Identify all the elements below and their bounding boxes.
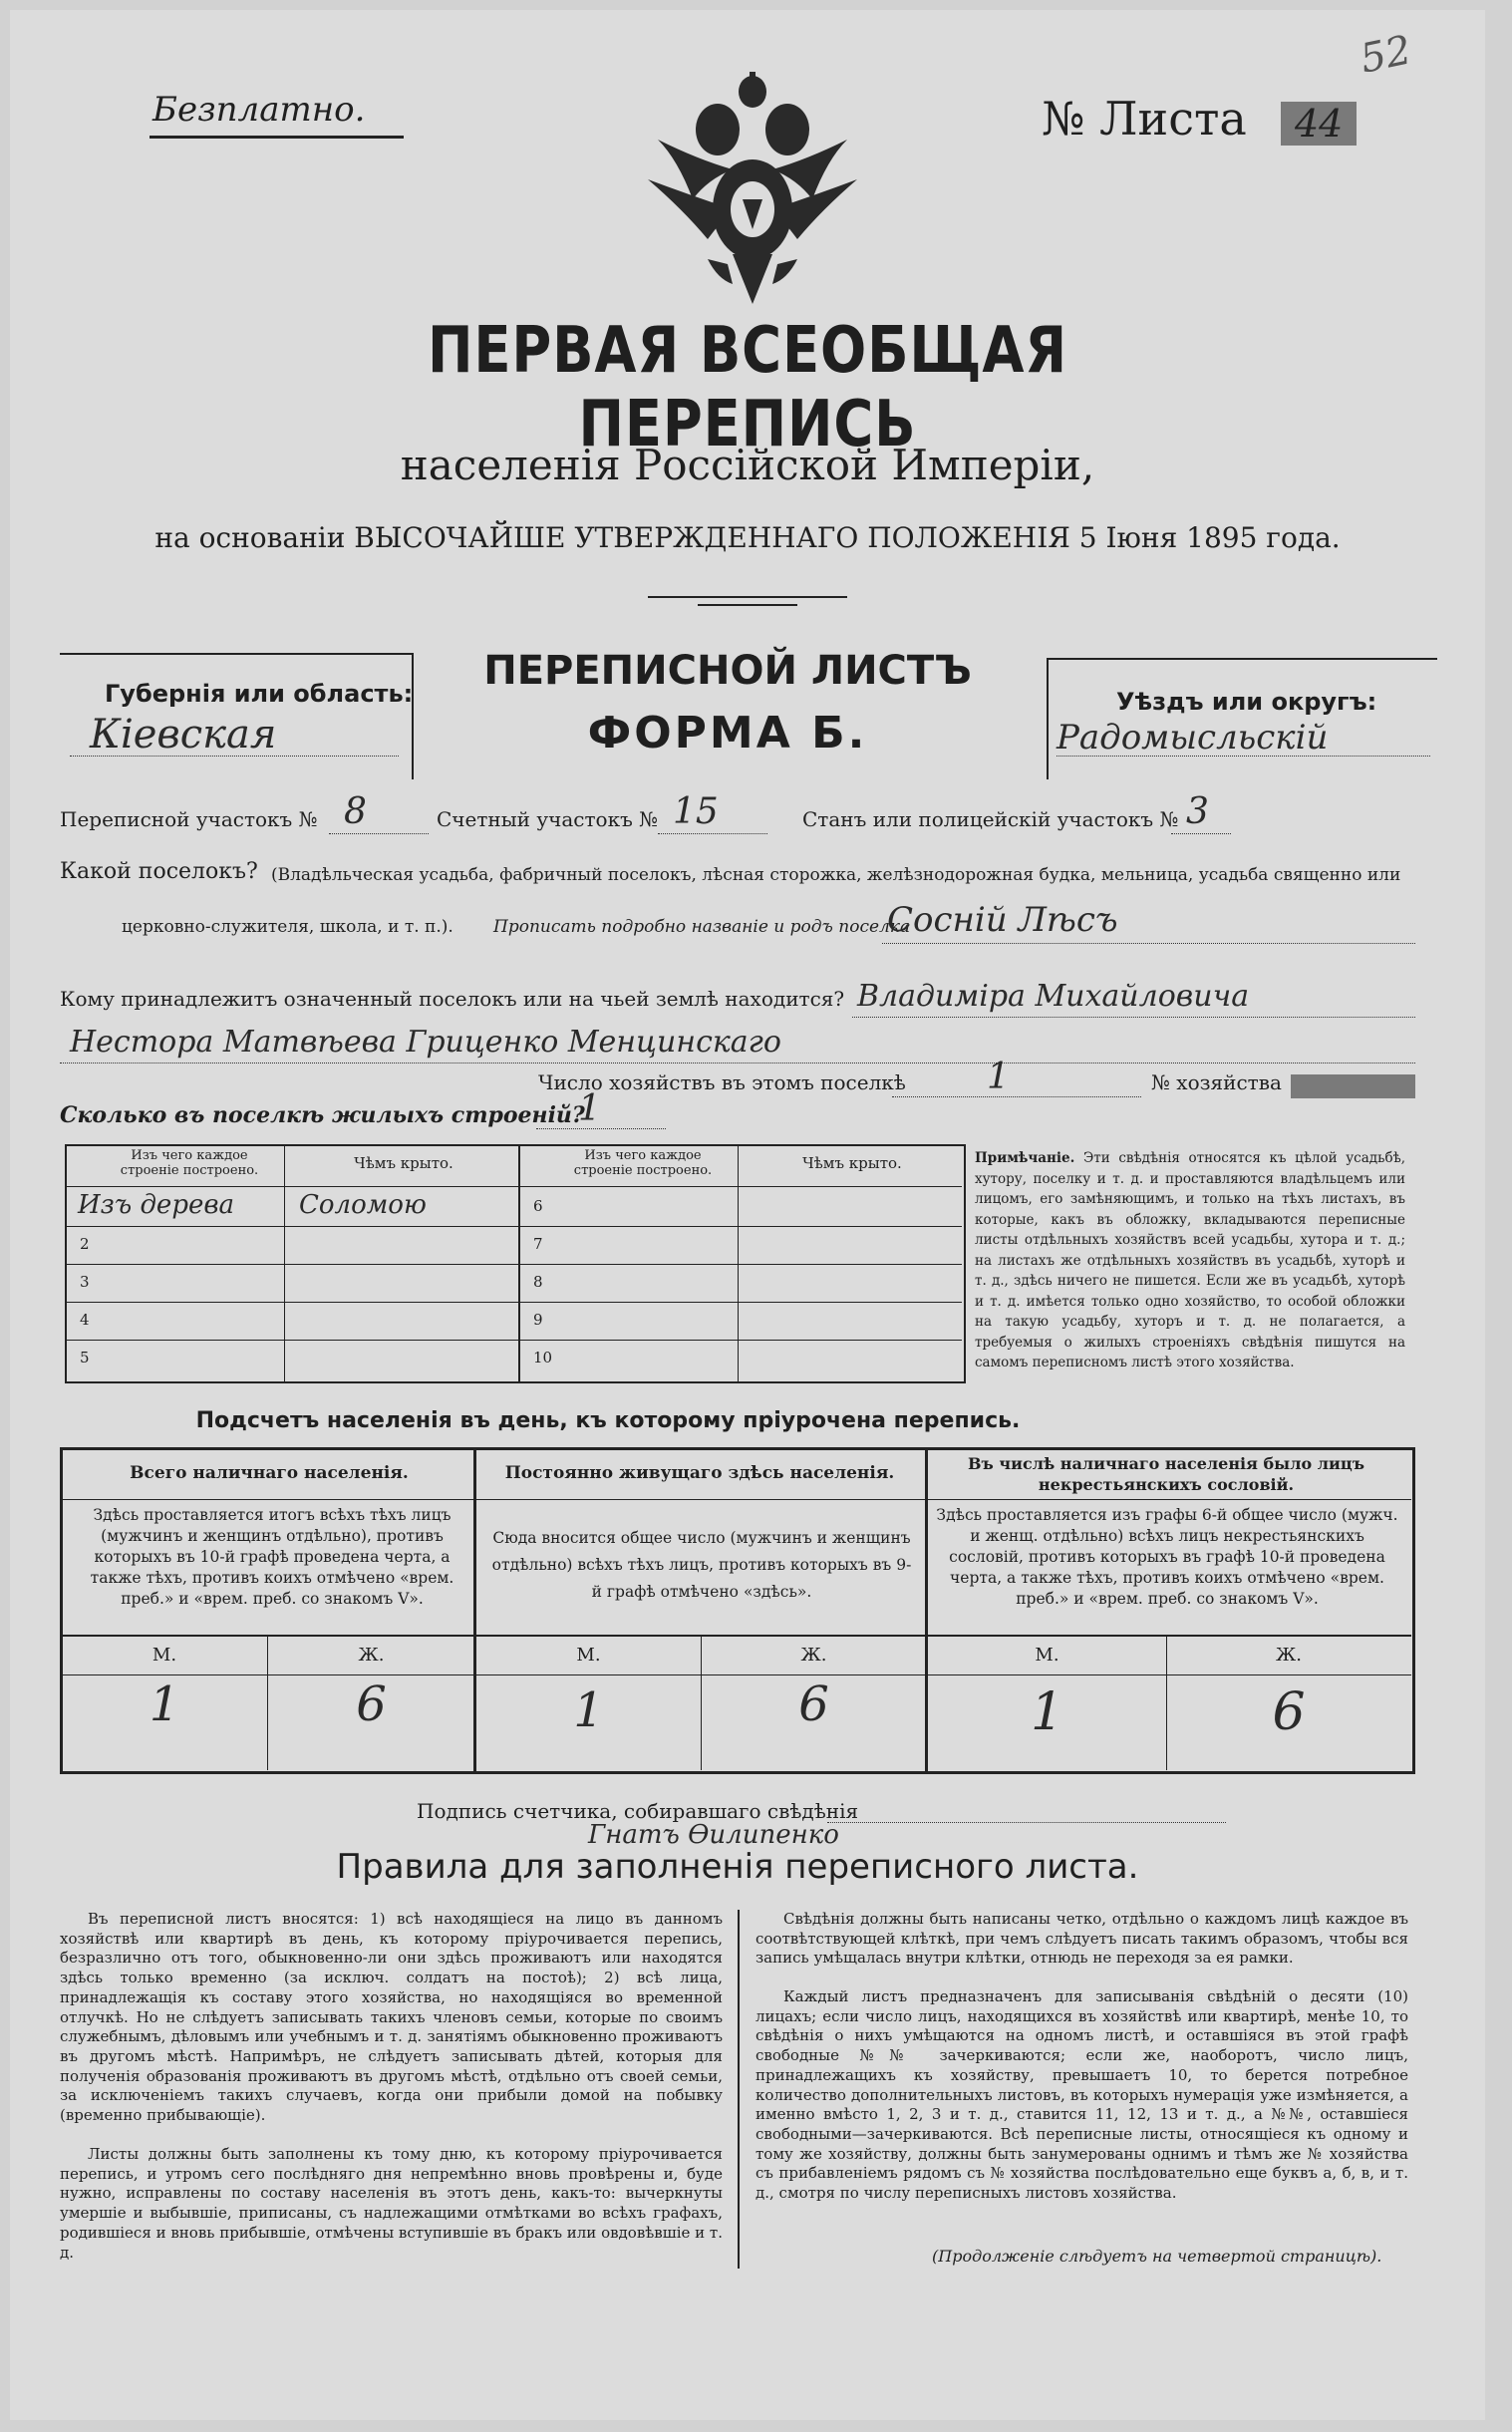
stan-label: Станъ или полицейскій участокъ №	[802, 807, 1179, 831]
row-sep	[520, 1340, 962, 1341]
buildings-col1-header: Изъ чего каждое строеніе построено.	[120, 1148, 259, 1178]
buildings-label: Сколько въ поселкѣ жилыхъ строеній?	[60, 1102, 585, 1128]
rules-title: Правила для заполненія переписного листа.	[336, 1847, 1139, 1887]
buildings-note-title: Примѣчаніе.	[975, 1150, 1075, 1166]
households-value: 1	[987, 1057, 1010, 1097]
row-sep	[67, 1226, 518, 1227]
pop-m-label: М.	[151, 1645, 177, 1666]
owner-rule-2	[60, 1063, 1415, 1064]
building-row-number: 9	[533, 1311, 543, 1329]
census-district-rule	[329, 833, 429, 834]
pop-resident-f: 6	[798, 1676, 829, 1732]
buildings-col1-header-right: Изъ чего каждое строеніе построено.	[573, 1148, 713, 1178]
owner-question: Кому принадлежитъ означенный поселокъ или на чьей землѣ находится?	[60, 987, 845, 1011]
pop-text-sep	[62, 1635, 1411, 1637]
pop-f-label: Ж.	[1276, 1645, 1302, 1666]
title-divider	[648, 596, 847, 598]
buildings-value: 1	[578, 1088, 601, 1129]
buildings-table-col-left	[284, 1144, 285, 1381]
settlement-instruction: Прописать подробно названіе и родъ поселка	[493, 917, 911, 937]
count-district-rule	[658, 833, 767, 834]
census-district-label: Переписной участокъ №	[60, 807, 318, 831]
households-rule	[892, 1096, 1141, 1097]
row-sep	[520, 1302, 962, 1303]
owner-value-2: Нестора Матвѣева Гриценко Менцинскаго	[70, 1025, 781, 1060]
buildings-col2-header-right: Чѣмъ крыто.	[802, 1154, 902, 1172]
census-subtitle: населенія Россійской Имперіи,	[400, 441, 1095, 489]
rules-left-p2: Листы должны быть заполнены къ тому дню, къ которому пріурочивается перепись, и утромъ сего послѣдняго дня непремѣнно вновь провѣрены и, буде нужно, исправлены по составу населенія въ этотъ день, какъ-то: вычеркнуты умершіе и выбывшіе, приписаны, съ надлежащими отмѣтками во всѣхъ графахъ, родившіеся и вновь прибывшіе, отмѣчены вступившіе въ бракъ или овдовѣвшіе и т. д.	[60, 2145, 723, 2262]
pop-nonpeasant-f: 6	[1272, 1682, 1306, 1742]
province-label: Губернія или область:	[105, 680, 414, 708]
building-row-number: 2	[80, 1235, 90, 1253]
rules-continued: (Продолженіе слѣдуетъ на четвертой страницѣ).	[932, 2247, 1382, 2266]
row-sep	[67, 1340, 518, 1341]
census-title: ПЕРВАЯ ВСЕОБЩАЯ ПЕРЕПИСЬ	[427, 314, 1068, 461]
pop-total-f: 6	[356, 1676, 387, 1732]
pop-mf-col	[1166, 1637, 1167, 1770]
settlement-question: Какой поселокъ?	[60, 859, 258, 884]
pop-total-m: 1	[149, 1676, 180, 1732]
pop-col3-title: Въ числѣ наличнаго населенія было лицъ некрестьянскихъ сословій.	[968, 1454, 1364, 1494]
census-district-value: 8	[344, 791, 367, 832]
province-value: Кіевская	[90, 712, 277, 758]
buildings-note	[975, 1148, 1405, 1373]
imperial-eagle-emblem	[638, 70, 867, 309]
household-no-label: № хозяйства	[1151, 1070, 1282, 1094]
census-form-page	[10, 10, 1485, 2420]
settlement-value: Сосній Лѣсъ	[887, 900, 1118, 940]
row-sep	[520, 1264, 962, 1265]
household-no-redacted	[1291, 1074, 1415, 1098]
form-name: ФОРМА Б.	[587, 708, 868, 759]
province-rule	[70, 756, 399, 757]
pop-f-label: Ж.	[800, 1645, 827, 1666]
count-district-value: 15	[673, 791, 719, 832]
sheet-number-label: № Листа	[1042, 92, 1247, 146]
census-basis: на основаніи ВЫСОЧАЙШЕ УТВЕРЖДЕННАГО ПОЛОЖЕНІЯ 5 Іюня 1895 года.	[154, 521, 1341, 554]
building-row-number: 5	[80, 1349, 90, 1367]
rules-right-p2: Каждый листъ предназначенъ для записыванія свѣдѣній о десяти (10) лицахъ; если число лицъ, находящихся въ хозяйствѣ или квартирѣ, менѣе 10, то свѣдѣнія о нихъ умѣщаются на одномъ листѣ, и оставшіяся въ этой графѣ свободные №№ зачеркиваются; если же, наоборотъ, число лицъ, принадлежащихъ къ хозяйству, превышаетъ 10, то берется потребное количество дополнительныхъ листовъ, въ которыхъ нумерація уже измѣняется, а именно вмѣсто 1, 2, 3 и т. д., ставится 11, 12, 13 и т. д., а №№, оставшіеся свободными—зачеркиваются. Всѣ переписные листы, относящіеся къ одному и тому же хозяйству, должны быть занумерованы однимъ и тѣмъ же № хозяйства съ прибавленіемъ рядомъ съ № хозяйства послѣдовательно еще буквъ а, б, в, и т. д., смотря по числу переписныхъ листовъ хозяйства.	[756, 1987, 1408, 2203]
settlement-hint-2: церковно-служителя, школа, и т. п.).	[122, 917, 454, 937]
pop-col1-title: Всего наличнаго населенія.	[130, 1463, 409, 1483]
rules-divider	[738, 1910, 740, 2269]
pop-m-label: М.	[576, 1645, 601, 1666]
rules-right-p1: Свѣдѣнія должны быть написаны четко, отдѣльно о каждомъ лицѣ каждое въ соотвѣтствующей клѣткѣ, при чемъ слѣдуетъ писать такимъ образомъ, чтобы вся запись умѣщалась внутри клѣтки, отнюдь не переходя за ея рамки.	[756, 1910, 1408, 1968]
households-label: Число хозяйствъ въ этомъ поселкѣ	[538, 1070, 906, 1094]
row-sep	[67, 1302, 518, 1303]
buildings-note-text: Эти свѣдѣнія относятся къ цѣлой усадьбѣ, хутору, поселку и т. д. и проставляются владѣльцемъ или лицомъ, его замѣняющимъ, и только на тѣхъ листахъ, въ которые, какъ въ обложку, вкладываются переписные листы отдѣльныхъ хозяйствъ всей усадьбы, хутора и т. д.; на листахъ же отдѣльныхъ хозяйствъ въ усадьбѣ, хуторѣ и т. д., здѣсь ничего не пишется. Если же въ усадьбѣ, хуторѣ и т. д. имѣется только одно хозяйство, то особой обложки на такую усадьбу, хуторъ и т. д. не полагается, а требуемыя о жилыхъ строеніяхъ свѣдѣнія пишутся на самомъ переписномъ листѣ этого хозяйства.	[975, 1150, 1406, 1370]
signature-rule	[827, 1822, 1226, 1823]
form-title: ПЕРЕПИСНОЙ ЛИСТЪ	[483, 648, 972, 694]
free-underline	[150, 136, 404, 139]
buildings-col2-header: Чѣмъ крыто.	[354, 1154, 454, 1172]
row-sep	[67, 1264, 518, 1265]
pop-title-sep	[62, 1499, 1411, 1500]
pop-resident-m: 1	[573, 1682, 604, 1738]
count-district-label: Счетный участокъ №	[437, 807, 659, 831]
pop-col1-text: Здѣсь проставляется итогъ всѣхъ тѣхъ лицъ (мужчинъ и женщинъ отдѣльно), противъ которыхъ въ 10-й графѣ проведена черта, а также тѣхъ, противъ коихъ отмѣчено «врем. преб.» и «врем. преб. со знакомъ V».	[90, 1506, 454, 1608]
pop-nonpeasant-m: 1	[1030, 1682, 1064, 1742]
buildings-rule	[536, 1128, 666, 1129]
pop-col2-title: Постоянно живущаго здѣсь населенія.	[504, 1463, 895, 1483]
district-value: Радомысльскій	[1057, 718, 1329, 758]
row-sep	[520, 1226, 962, 1227]
stan-rule	[1171, 833, 1231, 834]
owner-value-1: Владиміра Михайловича	[857, 979, 1250, 1014]
pop-col2-text: Сюда вносится общее число (мужчинъ и женщинъ отдѣльно) всѣхъ тѣхъ лицъ, противъ которыхъ въ 9-й графѣ отмѣчено «здѣсь».	[491, 1529, 912, 1601]
row-sep	[520, 1186, 962, 1187]
row-sep	[67, 1186, 518, 1187]
stan-value: 3	[1186, 791, 1209, 832]
signature-label: Подпись счетчика, собиравшаго свѣдѣнія	[417, 1799, 859, 1823]
pop-col3-text: Здѣсь проставляется изъ графы 6-й общее число (мужч. и женщ. отдѣльно) всѣхъ лицъ некрестьянскихъ сословій, противъ которыхъ въ графѣ 10-й проведена черта, а также тѣхъ, противъ коихъ отмѣчено «врем. преб.» и «врем. преб. со знакомъ V».	[936, 1506, 1398, 1608]
building-1-roof: Соломою	[299, 1190, 427, 1220]
building-row-number: 7	[533, 1235, 543, 1253]
title-divider-2	[698, 604, 797, 606]
building-row-number: 4	[80, 1311, 90, 1329]
free-label: Безплатно.	[152, 90, 366, 130]
building-1-material: Изъ дерева	[78, 1190, 234, 1220]
pop-mf-sep	[62, 1674, 1411, 1675]
building-row-number: 3	[80, 1273, 90, 1291]
building-row-number: 10	[533, 1349, 553, 1367]
pop-mf-col	[701, 1637, 702, 1770]
signature-value: Гнатъ Ѳилипенко	[588, 1820, 839, 1850]
district-rule	[1057, 756, 1430, 757]
population-heading: Подсчетъ населенія въ день, къ которому пріурочена перепись.	[195, 1408, 1021, 1433]
building-row-number: 8	[533, 1273, 543, 1291]
sheet-number-value: 44	[1281, 102, 1357, 146]
district-label: Уѣздъ или округъ:	[1116, 688, 1377, 716]
settlement-rule	[882, 943, 1415, 944]
buildings-table-mid	[518, 1144, 520, 1381]
pop-f-label: Ж.	[358, 1645, 385, 1666]
owner-rule-1	[852, 1017, 1415, 1018]
rules-left-p1: Въ переписной листъ вносятся: 1) всѣ находящіеся на лицо въ данномъ хозяйствѣ или квартирѣ въ день, къ которому пріурочивается перепись, безразлично отъ того, обыкновенно-ли они здѣсь проживаютъ или находятся здѣсь только временно (за исключ. солдатъ на постоѣ); 2) всѣ лица, принадлежащія къ составу этого хозяйства, но находящіяся во временной отлучкѣ. Но не слѣдуетъ записывать такихъ членовъ семьи, которые по своимъ служебнымъ, дѣловымъ или учебнымъ и т. д. занятіямъ обыкновенно проживаютъ въ другомъ мѣстѣ. Напримѣръ, не слѣдуетъ записывать дѣтей, которыя для полученія образованія проживаютъ въ другомъ мѣстѣ, отдѣльно отъ своей семьи, за исключеніемъ такихъ случаевъ, когда они прибыли домой на побывку (временно прибывающіе).	[60, 1910, 723, 2125]
corner-number: 52	[1356, 27, 1416, 83]
building-row-number: 6	[533, 1197, 543, 1215]
buildings-table-col-right	[738, 1144, 739, 1381]
pop-m-label: М.	[1035, 1645, 1059, 1666]
settlement-hint: (Владѣльческая усадьба, фабричный поселокъ, лѣсная сторожка, желѣзнодорожная будка, мельница, усадьба священно или	[271, 865, 1401, 885]
pop-mf-col	[267, 1637, 268, 1770]
